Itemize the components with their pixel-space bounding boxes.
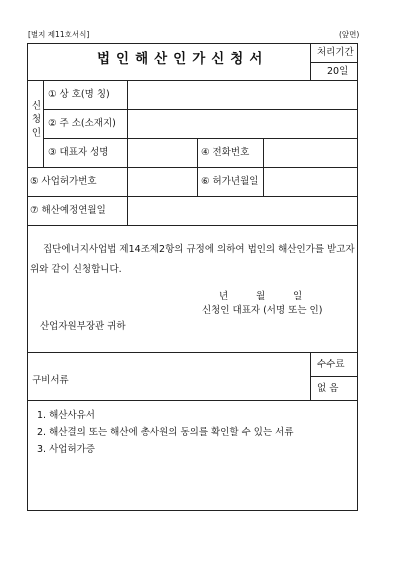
field-label-company-name: ① 상 호(명 칭): [48, 89, 110, 100]
declaration-line-1: 집단에너지사업법 제14조제2항의 규정에 의하여 법인의 해산인가를 받고자: [43, 244, 355, 255]
form-frame: [27, 43, 358, 511]
form-title: 법인해산인가신청서: [97, 51, 269, 67]
field-label-dissolution-date: ⑦ 해산예정연월일: [30, 205, 106, 216]
field-label-representative-name: ③ 대표자 성명: [48, 147, 109, 158]
field-label-phone: ④ 전화번호: [201, 147, 250, 158]
processing-period-label: 처리기간: [317, 47, 354, 58]
form-annex-label: [별지 제11호서식]: [28, 30, 90, 39]
date-day-label: 일: [293, 291, 303, 302]
date-month-label: 월: [256, 291, 266, 302]
fee-label: 수수료: [317, 359, 345, 370]
applicant-side-label: 신청인: [29, 100, 41, 141]
page-side-label: (앞면): [339, 30, 360, 39]
field-label-permit-date: ⑥ 허가년월일: [201, 176, 259, 187]
declaration-line-2: 위와 같이 신청합니다.: [30, 264, 122, 275]
addressee-line: 산업자원부장관 귀하: [40, 321, 126, 332]
processing-period-value: 20일: [327, 66, 349, 77]
field-label-permit-number: ⑤ 사업허가번호: [30, 176, 97, 187]
fee-value: 없 음: [317, 383, 339, 394]
signer-line: 신청인 대표자 (서명 또는 인): [202, 305, 323, 316]
date-year-label: 년: [219, 291, 229, 302]
document-item-2: 2. 해산결의 또는 해산에 총사원의 동의를 확인할 수 있는 서류: [37, 427, 294, 438]
document-item-3: 3. 사업허가증: [37, 444, 95, 455]
field-label-address: ② 주 소(소재지): [48, 118, 116, 129]
required-documents-label: 구비서류: [32, 375, 69, 386]
document-item-1: 1. 해산사유서: [37, 410, 95, 421]
